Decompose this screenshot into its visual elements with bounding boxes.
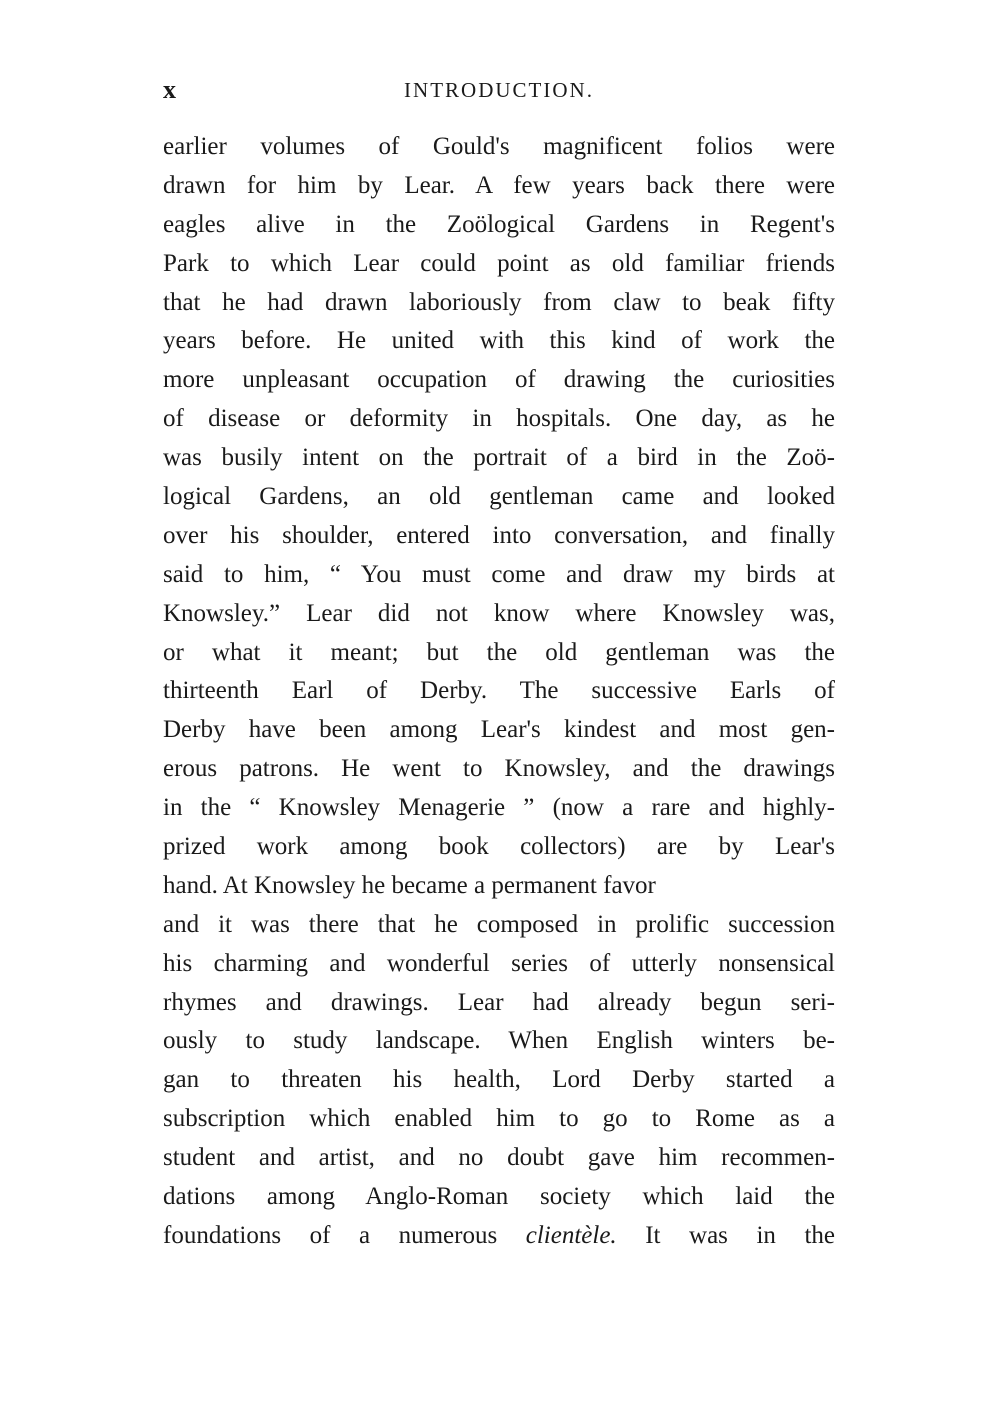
text-line: or what it meant; but the old gentleman was the xyxy=(163,638,835,666)
text-line: earlier volumes of Gould's magnificent folios were xyxy=(163,133,835,160)
page-number: x xyxy=(163,75,176,104)
text-line: erous patrons. He went to Knowsley, and the drawings xyxy=(163,755,835,783)
text-line: student and artist, and no doubt gave him recommen- xyxy=(163,1144,835,1172)
text-line: said to him, “ You must come and draw my birds at xyxy=(163,560,835,588)
text-line: in the “ Knowsley Menagerie ” (now a rare and highly- xyxy=(163,794,835,822)
running-head xyxy=(163,72,835,108)
text-line: that he had drawn laboriously from claw to beak fifty xyxy=(163,288,835,316)
section-title: INTRODUCTION. xyxy=(404,78,594,102)
text-line: logical Gardens, an old gentleman came and looked xyxy=(163,483,835,511)
text-line: eagles alive in the Zoölogical Gardens in Regent's xyxy=(163,210,835,238)
text-line: gan to threaten his health, Lord Derby started a xyxy=(163,1066,835,1094)
final-line-end: It was in the xyxy=(645,1221,835,1249)
text-line: Derby have been among Lear's kindest and most gen- xyxy=(163,716,835,744)
italic-word-clientele: clientèle. xyxy=(525,1221,617,1249)
final-line-start: foundations of a numerous xyxy=(163,1221,498,1249)
text-line: and it was there that he composed in prolific succession xyxy=(163,910,835,938)
text-line: dations among Anglo-Roman society which laid the xyxy=(163,1183,835,1211)
text-line: rhymes and drawings. Lear had already begun seri- xyxy=(163,988,835,1016)
text-line-final xyxy=(163,1217,835,1256)
text-line: subscription which enabled him to go to Rome as a xyxy=(163,1105,835,1133)
text-line: of disease or deformity in hospitals. One day, as he xyxy=(163,405,835,433)
text-line: over his shoulder, entered into conversation, and finally xyxy=(163,521,835,549)
text-line: his charming and wonderful series of utterly nonsensical xyxy=(163,949,835,977)
text-line: ously to study landscape. When English winters be- xyxy=(163,1027,835,1055)
text-line: drawn for him by Lear. A few years back there were xyxy=(163,171,835,199)
text-line: years before. He united with this kind of work the xyxy=(163,327,835,355)
body-text xyxy=(163,128,835,1256)
text-line: more unpleasant occupation of drawing the curiosities xyxy=(163,366,835,394)
text-line: Knowsley.” Lear did not know where Knowsley was, xyxy=(163,599,835,627)
text-line: hand. At Knowsley he became a permanent favor xyxy=(163,871,656,899)
text-line: thirteenth Earl of Derby. The successive Earls of xyxy=(163,677,835,705)
text-line: prized work among book collectors) are by Lear's xyxy=(163,833,835,861)
text-line: was busily intent on the portrait of a bird in the Zoö- xyxy=(163,444,835,472)
text-line: Park to which Lear could point as old familiar friends xyxy=(163,249,835,277)
